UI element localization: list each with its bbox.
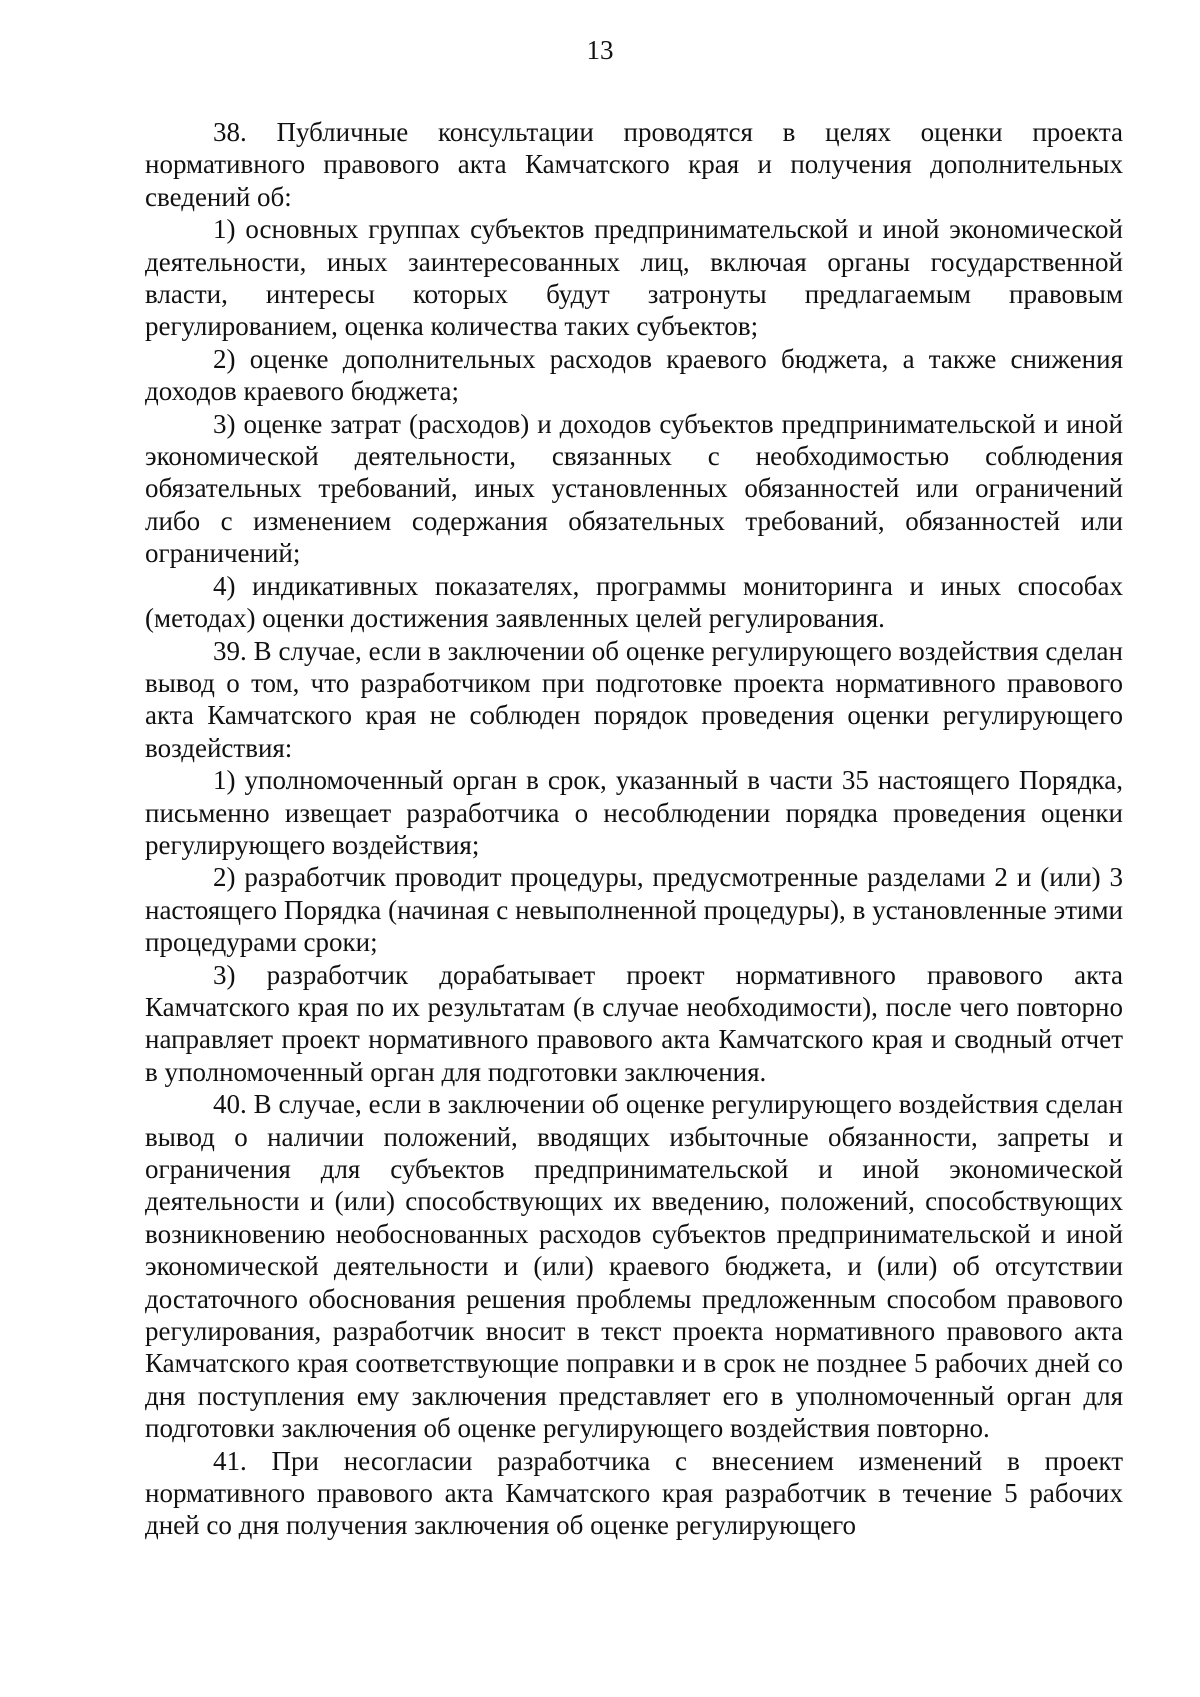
paragraph-38-item-4: 4) индикативных показателях, программы мониторинга и иных способах (методах) оценки достижения заявленных целей регулирования. [145,570,1123,634]
paragraph-39: 39. В случае, если в заключении об оценке регулирующего воздействия сделан вывод о том, что разработчиком при подготовке проекта нормативного правового акта Камчатского края не соблюден порядок проведения оценки регулирующего воздействия: [145,635,1123,763]
paragraph-39-item-2: 2) разработчик проводит процедуры, предусмотренные разделами 2 и (или) 3 настоящего Порядка (начиная с невыполненной процедуры), в установленные этими процедурами сроки; [145,862,1123,958]
paragraph-40: 40. В случае, если в заключении об оценке регулирующего воздействия сделан вывод о наличии положений, вводящих избыточные обязанности, запреты и ограничения для субъектов предпринимательской и иной экономической деятельности и (или) способствующих их введению, положений, способствующих возникновению необоснованных расходов субъектов предпринимательской и иной экономической деятельности и (или) краевого бюджета, и (или) об отсутствии достаточного обоснования решения проблемы предложенным способом правового регулирования, разработчик вносит в текст проекта нормативного правового акта Камчатского края соответствующие поправки и в срок не позднее 5 рабочих дней со дня поступления ему заключения представляет его в уполномоченный орган для подготовки заключения об оценке регулирующего воздействия повторно. [145,1089,1123,1444]
paragraph-41: 41. При несогласии разработчика с внесением изменений в проект нормативного правового акта Камчатского края разработчик в течение 5 рабочих дней со дня получения заключения об оценке регулирующего [145,1445,1123,1541]
paragraph-38: 38. Публичные консультации проводятся в целях оценки проекта нормативного правового акта Камчатского края и получения дополнительных сведений об: [145,117,1123,212]
document-body [145,116,1123,1542]
paragraph-39-item-1: 1) уполномоченный орган в срок, указанный в части 35 настоящего Порядка, письменно извещает разработчика о несоблюдении порядка проведения оценки регулирующего воздействия; [145,765,1123,860]
paragraph-38-item-3: 3) оценке затрат (расходов) и доходов субъектов предпринимательской и иной экономической деятельности, связанных с необходимостью соблюдения обязательных требований, иных установленных обязанностей или ограничений либо с изменением содержания обязательных требований, обязанностей или ограничений; [145,408,1123,569]
paragraph-38-item-2: 2) оценке дополнительных расходов краевого бюджета, а также снижения доходов краевого бюджета; [145,343,1123,407]
paragraph-39-item-3: 3) разработчик дорабатывает проект нормативного правового акта Камчатского края по их результатам (в случае необходимости), после чего повторно направляет проект нормативного правового акта Камчатского края и сводный отчет в уполномоченный орган для подготовки заключения. [145,959,1123,1087]
page-number: 13 [586,35,614,65]
paragraph-38-item-1: 1) основных группах субъектов предпринимательской и иной экономической деятельности, иных заинтересованных лиц, включая органы государственной власти, интересы которых будут затронуты предлагаемым правовым регулированием, оценка количества таких субъектов; [145,214,1123,342]
